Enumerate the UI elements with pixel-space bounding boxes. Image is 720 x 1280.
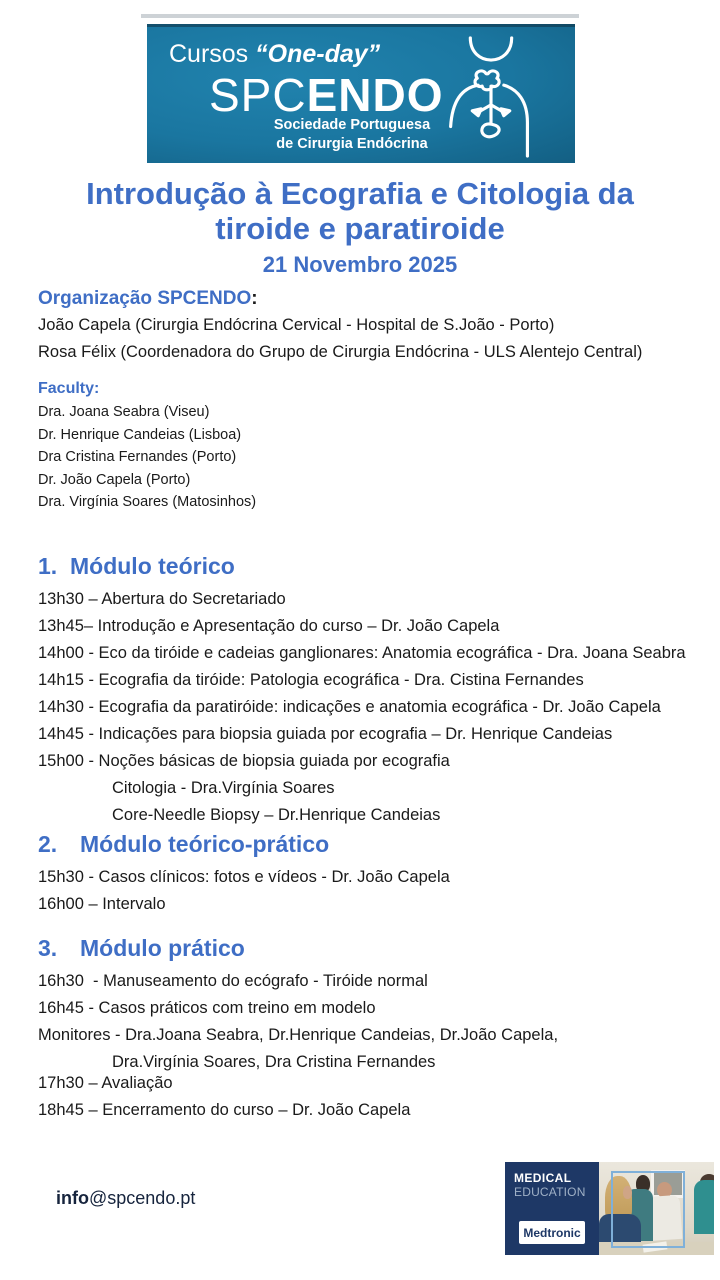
module-2-number: 2. bbox=[38, 831, 58, 857]
module-3-section bbox=[38, 932, 706, 1076]
spcendo-banner bbox=[147, 24, 575, 163]
schedule-item: 14h45 - Indicações para biopsia guiada por ecografia – Dr. Henrique Candeias bbox=[38, 725, 613, 743]
module-3-number: 3. bbox=[38, 935, 58, 961]
courses-one-day-label bbox=[169, 40, 380, 69]
schedule-item: Monitores - Dra.Joana Seabra, Dr.Henrique Candeias, Dr.João Capela, bbox=[38, 1026, 559, 1044]
module-1-number: 1. bbox=[38, 553, 58, 579]
medtronic-logo bbox=[519, 1221, 585, 1244]
schedule-item: 18h45 – Encerramento do curso – Dr. João Capela bbox=[38, 1101, 411, 1119]
schedule-item: 15h00 - Noções básicas de biopsia guiada por ecografia bbox=[38, 752, 450, 770]
organization-heading bbox=[38, 286, 698, 312]
contact-email-user: info bbox=[56, 1188, 89, 1208]
organization-heading-text: Organização SPCENDO bbox=[38, 288, 252, 309]
society-line2: de Cirurgia Endócrina bbox=[276, 136, 428, 152]
photo-person-shape bbox=[694, 1180, 714, 1234]
spcendo-spc: SPC bbox=[209, 69, 307, 121]
module-3-title: Módulo prático bbox=[80, 935, 245, 961]
one-day-quote: “One-day” bbox=[255, 40, 381, 68]
organizer-item: João Capela (Cirurgia Endócrina Cervical - Hospital de S.João - Porto) bbox=[38, 316, 555, 334]
schedule-item: 16h45 - Casos práticos com treino em modelo bbox=[38, 999, 376, 1017]
spcendo-wordmark bbox=[209, 68, 444, 122]
module-1-section bbox=[38, 550, 706, 829]
photo-highlight-square bbox=[611, 1171, 685, 1248]
medical-label: MEDICAL bbox=[514, 1171, 572, 1185]
faculty-section bbox=[38, 376, 658, 514]
faculty-heading: Faculty: bbox=[38, 380, 100, 397]
module-2-section bbox=[38, 828, 706, 918]
spcendo-endo: ENDO bbox=[306, 69, 444, 121]
module-3-heading bbox=[38, 932, 706, 964]
schedule-item: 13h45– Introdução e Apresentação do curso – Dr. João Capela bbox=[38, 617, 500, 635]
module-1-heading bbox=[38, 550, 706, 582]
society-name bbox=[259, 116, 445, 154]
organizer-item: Rosa Félix (Coordenadora do Grupo de Cirurgia Endócrina - ULS Alentejo Central) bbox=[38, 343, 643, 361]
module-2-title: Módulo teórico-prático bbox=[80, 831, 330, 857]
education-label: EDUCATION bbox=[514, 1185, 586, 1199]
schedule-item: 13h30 – Abertura do Secretariado bbox=[38, 590, 286, 608]
contact-email[interactable] bbox=[56, 1188, 195, 1209]
schedule-item: 14h00 - Eco da tiróide e cadeias ganglionares: Anatomia ecográfica - Dra. Joana Seabra bbox=[38, 644, 686, 662]
schedule-subitem: Dra.Virgínia Soares, Dra Cristina Fernandes bbox=[112, 1053, 436, 1071]
banner-top-shadow bbox=[141, 14, 579, 18]
closing-section bbox=[38, 1070, 698, 1124]
medtronic-wordmark: Medtronic bbox=[523, 1225, 581, 1240]
schedule-item: 16h30 - Manuseamento do ecógrafo - Tiróide normal bbox=[38, 972, 428, 990]
course-date: 21 Novembro 2025 bbox=[262, 252, 458, 277]
medtronic-education-photo bbox=[599, 1162, 714, 1255]
courses-label: Cursos bbox=[169, 40, 256, 68]
faculty-member: Dra. Virgínia Soares (Matosinhos) bbox=[38, 494, 257, 510]
course-title-line1: Introdução à Ecografia e Citologia da bbox=[86, 176, 634, 211]
society-line1: Sociedade Portuguesa bbox=[273, 117, 431, 133]
module-1-title: Módulo teórico bbox=[70, 553, 235, 579]
faculty-member: Dr. Henrique Candeias (Lisboa) bbox=[38, 426, 242, 443]
faculty-member: Dr. João Capela (Porto) bbox=[38, 471, 191, 488]
schedule-item: 14h15 - Ecografia da tiróide: Patologia ecográfica - Dra. Cistina Fernandes bbox=[38, 671, 584, 689]
organization-section bbox=[38, 286, 698, 366]
module-2-heading bbox=[38, 828, 706, 860]
medtronic-education-badge bbox=[505, 1162, 714, 1255]
course-title bbox=[0, 176, 720, 246]
organization-heading-colon: : bbox=[251, 288, 258, 309]
schedule-item: 15h30 - Casos clínicos: fotos e vídeos - Dr. João Capela bbox=[38, 868, 450, 886]
schedule-item: 17h30 – Avaliação bbox=[38, 1074, 173, 1092]
schedule-subitem: Citologia - Dra.Virgínia Soares bbox=[112, 779, 335, 797]
faculty-member: Dra. Joana Seabra (Viseu) bbox=[38, 404, 210, 420]
course-title-line2: tiroide e paratiroide bbox=[215, 211, 505, 246]
medtronic-navy-panel bbox=[505, 1162, 599, 1255]
schedule-item: 16h00 – Intervalo bbox=[38, 895, 166, 913]
endocrine-figure-icon bbox=[435, 32, 547, 160]
contact-email-domain: @spcendo.pt bbox=[89, 1188, 196, 1208]
schedule-item: 14h30 - Ecografia da paratiróide: indicações e anatomia ecográfica - Dr. João Capela bbox=[38, 698, 661, 716]
schedule-subitem: Core-Needle Biopsy – Dr.Henrique Candeias bbox=[112, 806, 441, 824]
faculty-member: Dra Cristina Fernandes (Porto) bbox=[38, 449, 237, 465]
